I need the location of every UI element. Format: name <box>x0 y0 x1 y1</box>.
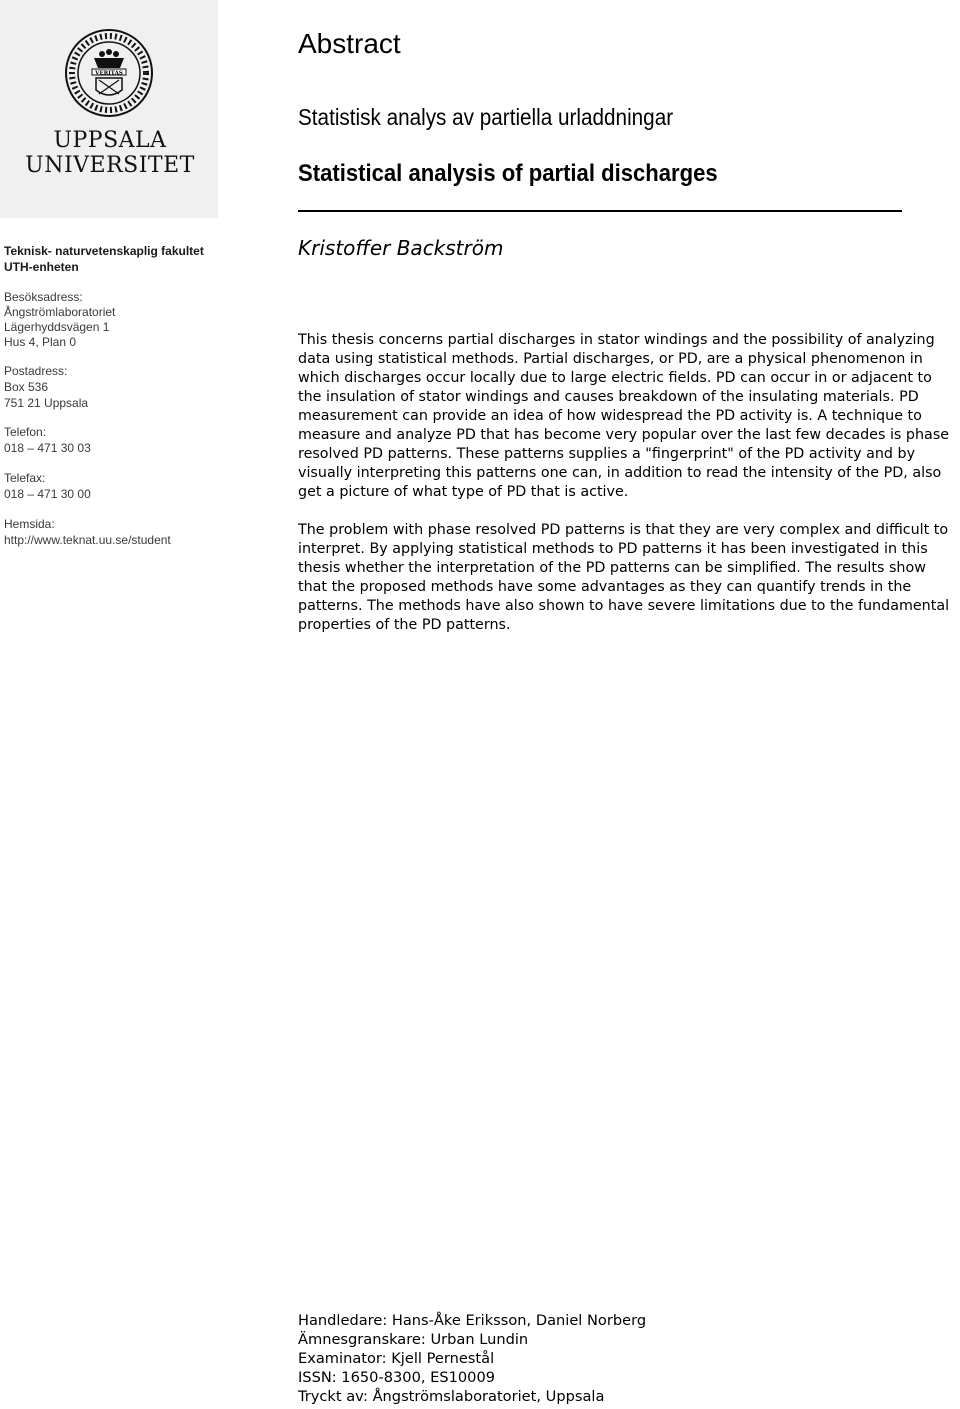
phone-number: 018 – 471 30 03 <box>4 441 91 455</box>
post-line: 751 21 Uppsala <box>4 396 89 410</box>
sidebar <box>0 0 240 1409</box>
phone-label: Telefon: <box>4 425 47 439</box>
reviewer-line: Ämnesgranskare: Urban Lundin <box>298 1331 529 1348</box>
visit-line: Lägerhyddsvägen 1 <box>4 320 110 334</box>
web-label: Hemsida: <box>4 517 55 531</box>
fax-number: 018 – 471 30 00 <box>4 487 91 501</box>
title-swedish: Statistisk analys av partiella urladdningar <box>298 104 674 130</box>
svg-text:VERITAS: VERITAS <box>95 70 123 77</box>
university-logo <box>0 0 218 218</box>
web-link[interactable]: http://www.teknat.uu.se/student <box>4 533 171 547</box>
logo-text-uppsala: UPPSALA <box>53 128 167 153</box>
unit-name: UTH-enheten <box>4 260 79 274</box>
title-divider <box>298 210 902 212</box>
visit-line: Hus 4, Plan 0 <box>4 335 77 349</box>
examiner-line: Examinator: Kjell Pernestål <box>298 1350 495 1367</box>
faculty-name: Teknisk- naturvetenskaplig fakultet <box>4 244 204 258</box>
title-english: Statistical analysis of partial discharges <box>298 160 718 187</box>
post-line: Box 536 <box>4 380 49 394</box>
visit-line: Ångströmlaboratoriet <box>4 305 116 319</box>
abstract-paragraph: This thesis concerns partial discharges in stator windings and the possibility of analyzing data using statistical methods. Partial discharges, or PD, are a physical phenomenon in which discharges occur locally due to large electric fields. PD can occur in or adjacent to the insulation of stator windings and causes breakdown of the insulating materials. PD measurement can provide an idea of how widespread the PD activity is. A technique to measure and analyze PD that has become very popular over the last few decades is phase resolved PD patterns. These patterns supplies a "fingerprint" of the PD activity and by visually interpreting this patterns one can, in addition to read the intensity of the PD, also get a picture of what type of PD that is active. <box>298 332 950 500</box>
abstract-paragraph: The problem with phase resolved PD patterns is that they are very complex and difficult to interpret. By applying statistical methods to PD patterns it has been investigated in this thesis whether the interpretation of the PD patterns can be simplified. The results show that the proposed methods have some advantages as they can quantify trends in the patterns. The methods have also shown to have severe limitations due to the fundamental properties of the PD patterns. <box>298 522 950 633</box>
university-seal-icon <box>64 28 154 118</box>
printed-by-line: Tryckt av: Ångströmslaboratoriet, Uppsala <box>298 1388 605 1405</box>
page-title: Abstract <box>298 28 401 59</box>
fax-label: Telefax: <box>4 471 46 485</box>
credits-block <box>298 1311 646 1406</box>
visit-label: Besöksadress: <box>4 290 83 304</box>
post-label: Postadress: <box>4 364 68 378</box>
issn-line: ISSN: 1650-8300, ES10009 <box>298 1369 496 1386</box>
supervisor-line: Handledare: Hans-Åke Eriksson, Daniel Norberg <box>298 1312 647 1329</box>
abstract-body <box>298 331 958 654</box>
logo-text-universitet: UNIVERSITET <box>25 153 195 178</box>
author-name: Kristoffer Backström <box>298 236 504 260</box>
